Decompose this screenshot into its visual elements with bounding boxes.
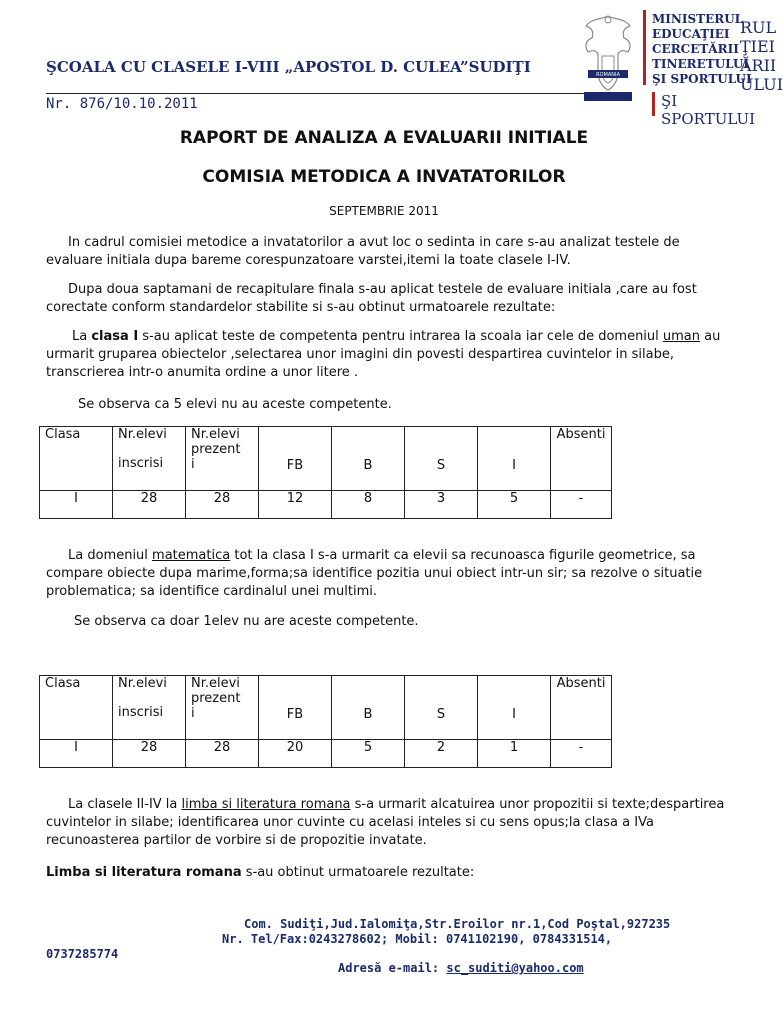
paragraph-observation-1: Se observa ca 5 elevi nu au aceste competente. [78, 397, 392, 412]
header-divider [46, 93, 606, 94]
table-header-row: Clasa Nr.elevi inscrisi Nr.elevi prezent i FB B S I Absenti [40, 676, 612, 740]
document-number: Nr. 876/10.10.2011 [46, 96, 198, 112]
paragraph-intro: In cadrul comisiei metodice a invatatorilor a avut loc o sedinta in care s-au analizat testele de evaluare initiala dupa bareme corespunzatoare varstei,itemi la toate clasele I-IV. [46, 235, 680, 268]
ministry-name: MINISTERUL EDUCAŢIEI CERCETĂRII TINERETULUI ŞI SPORTULUI [652, 12, 752, 86]
paragraph-limba-romana: La clasele II-IV la limba si literatura romana s-a urmarit alcatuirea unor propozitii si texte;despartirea cuvintelor in silabe; identificarea unor cuvinte cu acelasi inteles si cu sens opus;la clasa a IVa recunoasterea partilor de vorbire si de propozitie invatate. [46, 797, 725, 848]
romania-crest-icon [578, 10, 638, 105]
footer-phone-2: 0737285774 [46, 947, 119, 961]
paragraph-recap: Dupa doua saptamani de recapitulare finala s-au aplicat testele de evaluare initiala ,care au fost corectate conform standardelor stabilite si s-au obtinut urmatoarele rezultate: [46, 282, 697, 315]
ministry-ghost-text: RUL ŢIEI ĂRII ULUI [740, 18, 783, 94]
ministry-sport: ŞI SPORTULUI [661, 92, 756, 128]
table-row: I 28 28 12 8 3 5 - [40, 491, 612, 519]
report-month: SEPTEMBRIE 2011 [329, 204, 439, 218]
paragraph-clasa-i: La clasa I s-au aplicat teste de competenta pentru intrarea la scoala iar cele de domeniul uman au urmarit gruparea obiectelor ,selectarea unor imagini din povesti despartirea cuvintelor in silabe, transcrierea intr-o anumita ordine a unor litere . [46, 329, 721, 380]
table-row: I 28 28 20 5 2 1 - [40, 740, 612, 768]
results-table-2 [39, 675, 612, 768]
email-link[interactable]: sc_suditi@yahoo.com [446, 961, 584, 975]
ministry-bar-lower [652, 92, 655, 116]
results-table-1 [39, 426, 612, 519]
paragraph-observation-2: Se observa ca doar 1elev nu are aceste competente. [74, 614, 419, 629]
footer-email: Adresă e-mail: sc_suditi@yahoo.com [338, 961, 584, 975]
paragraph-results-intro: Limba si literatura romana s-au obtinut urmatoarele rezultate: [46, 865, 475, 880]
report-title: RAPORT DE ANALIZA A EVALUARII INITIALE [179, 128, 589, 148]
school-name: ŞCOALA CU CLASELE I-VIII „APOSTOL D. CULEA”SUDIŢI [46, 58, 531, 76]
crest-label: ROMANIA [596, 72, 620, 78]
ministry-bar [643, 10, 646, 85]
report-subtitle: COMISIA METODICA A INVATATORILOR [202, 167, 566, 187]
paragraph-matematica: La domeniul matematica tot la clasa I s-a urmarit ca elevii sa recunoasca figurile geometrice, sa compare obiecte dupa marime,forma;sa identifice pozitia unui obiect intr-un sir; sa rezolve o situatie problematica; sa identifice cardinalul unei multimi. [46, 548, 703, 599]
footer-address: Com. Sudiţi,Jud.Ialomiţa,Str.Eroilor nr.1,Cod Poştal,927235 [244, 917, 671, 931]
table-header-row: Clasa Nr.elevi inscrisi Nr.elevi prezent i FB B S I Absenti [40, 427, 612, 491]
footer-phone: Nr. Tel/Fax:0243278602; Mobil: 0741102190, 0784331514, [222, 932, 613, 946]
